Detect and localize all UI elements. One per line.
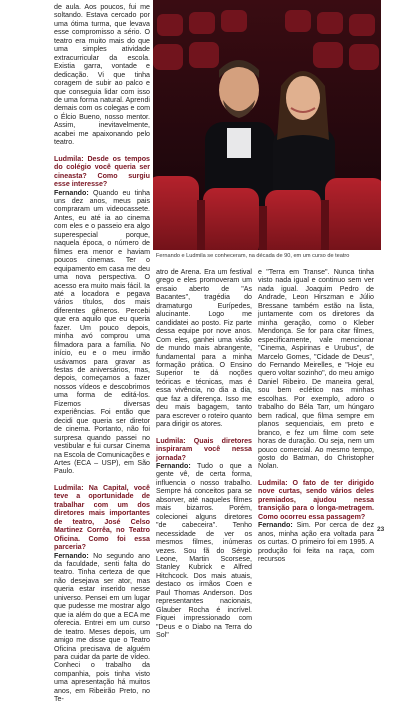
text-column-2 — [156, 268, 252, 639]
body-paragraph: atro de Arena. Era um festival grego e eles promoveram um ensaio aberto de "As Bacantes", tragédia do dramaturgo Eurípedes, alucinante. Logo me candidatei ao posto. Fiz parte dessa equipe por nove anos. Com eles, ganhei uma visão de mundo mais abrangente, fundamental para a minha formação prática. O Ensino Superior te dá noções teóricas e técnicas, mas é essa vivência, no dia a dia, que faz a diferença. Isso me deu mais bagagem, tanto para escrever o roteiro quanto para dirigir os atores. — [156, 268, 252, 429]
interview-answer — [156, 462, 252, 640]
photo-illustration — [153, 0, 381, 250]
paragraph-gap — [54, 476, 150, 484]
answer-text: Sim. Por cerca de dez anos, minha ação era voltada para os curtas. O primeiro foi em 1995. A produção foi feita na raça, com recursos — [258, 521, 374, 563]
answer-text: No segundo ano da faculdade, senti falta do teatro. Tinha certeza de que não desejava ser ator, mas queria estar inserido nesse universo. Pensei em um lugar que pudesse me mostrar algo que ia além do que a ECA me oferecia. Entrei em um curso de teatro. Meses depois, um amigo me disse que o Teatro Oficina precisava de alguém para cuidar da parte de vídeo. Conheci o trabalho da companhia, pois tinha visto uma apresentação há muitos anos, em Ribeirão Preto, no Te- — [54, 551, 150, 704]
body-paragraph: e "Terra em Transe". Nunca tinha visto nada igual e continuo sem ver nada igual. Joaquim Pedro de Andrade, Leon Hirszman e Júlio Bressane também estão na lista, juntamente com os diretores da minha geração, como o Kleber Mendonça. Se for para citar filmes, especificamente, vale mencionar "Cinema, Aspirinas e Urubus", de Marcelo Gomes, "Cidade de Deus", do Fernando Meirelles, e "Hoje eu quero voltar sozinho", do meu amigo Daniel Ribeiro. De maneira geral, sou bem eclético nas minhas escolhas. Por exemplo, adoro o trabalho do Béla Tarr, um húngaro bem radical, que filma sempre em planos sequenciais, em preto e branco, e fez um filme com sete horas de duração. Ou seja, nem um pouco comercial. Ao mesmo tempo, gosto do Batman, do Christopher Nolan. — [258, 268, 374, 471]
paragraph-gap — [156, 429, 252, 437]
speaker-label: Fernando: — [258, 521, 293, 530]
interview-question: Ludmila: Desde os tempos do colégio você queria ser cineasta? Como surgiu esse interesse? — [54, 154, 150, 189]
interview-question: Ludmila: Na Capital, você teve a oportunidade de trabalhar com um dos diretores mais importantes de teatro, José Celso Martinez Corrêa, no Teatro Oficina. Como foi essa parceria? — [54, 483, 150, 552]
theater-photo — [153, 0, 381, 250]
interview-question: Ludmila: O fato de ter dirigido nove curtas, sendo vários deles premiados, ajudou nessa transição para o longa-metragem. Como ocorreu essa passagem? — [258, 478, 374, 521]
interview-answer — [54, 552, 150, 704]
text-column-3 — [258, 268, 374, 563]
speaker-label: Fernando: — [54, 551, 89, 560]
interview-answer — [258, 521, 374, 563]
paragraph-gap — [54, 147, 150, 155]
paragraph-gap — [258, 471, 374, 479]
speaker-label: Fernando: — [54, 188, 89, 197]
answer-text: Tudo o que a gente vê, de certa forma, influencia o nosso trabalho. Sempre há conceitos para se absorver, até naqueles filmes mais bizarros. Porém, colecionei alguns diretores "de cabeceira". Tenho necessidade de ver os mesmos filmes, inúmeras vezes. Sou fã do Sérgio Leone, Martin Scorsese, Stanley Kubrick e Alfred Hitchcock. Dos mais atuais, destaco os irmãos Coen e Paul Thomas Anderson. Dos representantes nacionais, Glauber Rocha é incrível. Fiquei impressionado com "Deus e o Diabo na Terra do Sol" — [156, 461, 252, 640]
speaker-label: Fernando: — [156, 461, 191, 470]
interview-question: Ludmila: Quais diretores inspiraram você nessa jornada? — [156, 436, 252, 462]
photo-caption: Fernando e Ludmila se conheceram, na década de 90, em um curso de teatro — [156, 253, 350, 259]
body-paragraph: de aula. Aos poucos, fui me soltando. Estava cercado por uma ótima turma, que levava esse compromisso a sério. O teatro era muito mais do que uma simples atividade extracurricular da escola. Existia garra, vontade e dedicação. Vi que tinha coragem de subir ao palco e que conseguia lidar com isso de uma forma natural. Aprendi demais com os colegas e com o Élcio Bueno, nosso mentor. Assim, inevitavelmente, acabei me apaixonando pelo teatro. — [54, 3, 150, 147]
interview-answer — [54, 189, 150, 476]
answer-text: Quando eu tinha uns dez anos, meus pais compraram um videocassete. Antes, eu até ia ao cinema com eles e o passeio era algo superespecial porque, naquela época, o número de filmes era menor e haviam poucos cinemas. Ter o equipamento em casa me deu uma nova perspectiva. O acesso era muito mais fácil. Ia até a locadora e pegava vários títulos, dos mais diferentes gêneros. Percebi que era aquilo que eu queria fazer. Um pouco depois, minha avó comprou uma filmadora para a família. No início, eu e o meu irmão usávamos para gravar as festas de aniversários, mas, depois, começamos a fazer nossos vídeos e descobrimos uma forma de editá-los. Fizemos diversas experiências. Foi então que decidi que queria ser diretor de cinema. Portanto, não foi surpresa quando passei no vestibular e fui cursar Cinema na Escola de Comunicações e Artes (ECA – USP), em São Paulo. — [54, 188, 150, 476]
text-column-1 — [54, 3, 150, 704]
page-number: 23 — [377, 526, 385, 533]
